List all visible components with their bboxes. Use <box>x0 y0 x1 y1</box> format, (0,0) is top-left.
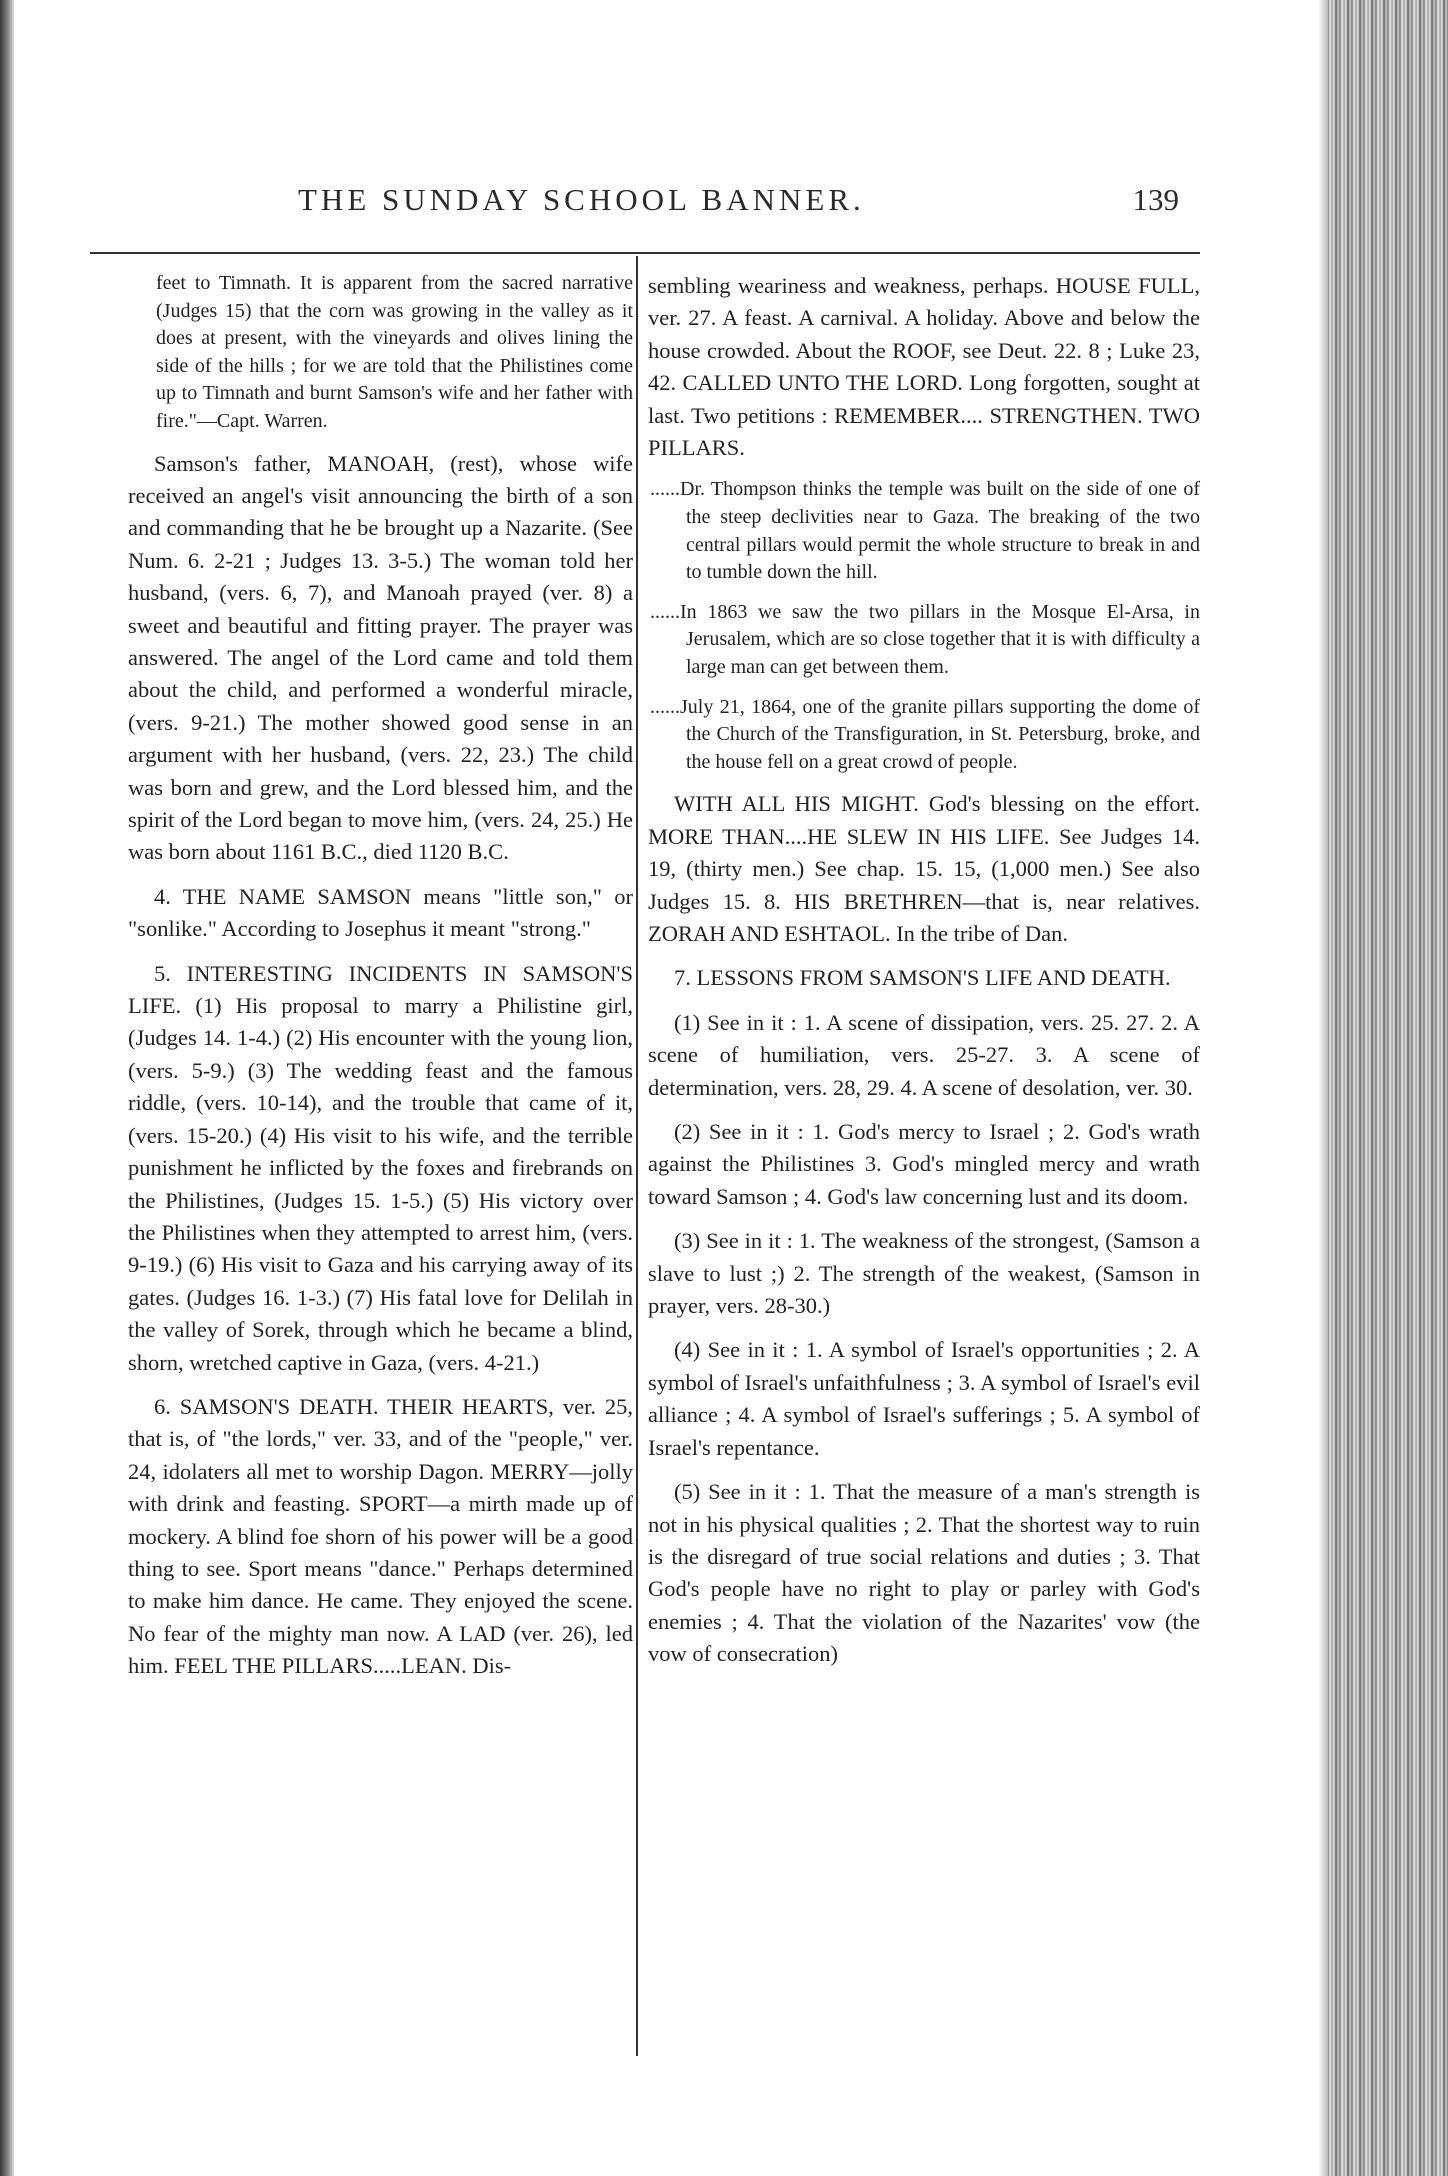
paragraph: 5. INTERESTING INCIDENTS IN SAMSON'S LIFE. (1) His proposal to marry a Philistine girl, (Judges 14. 1-4.) (2) His encounter with the young lion, (vers. 5-9.) (3) The wedding feast and the famous riddle, (vers. 10-14), and the trouble that came of it, (vers. 15-20.) (4) His visit to his wife, and the terrible punishment he inflicted by the foxes and firebrands on the Philistines, (Judges 15. 1-5.) (5) His victory over the Philistines when they attempted to arrest him, (vers. 9-19.) (6) His visit to Gaza and his carrying away of its gates. (Judges 16. 1-3.) (7) His fatal love for Delilah in the valley of Sorek, through which he became a blind, shorn, wretched captive in Gaza, (vers. 4-21.) <box>128 960 633 1375</box>
page-header <box>298 182 1198 232</box>
paragraph: Samson's father, MANOAH, (rest), whose wife received an angel's visit announcing the birth of a son and commanding that he be brought up a Nazarite. (See Num. 6. 2-21 ; Judges 13. 3-5.) The woman told her husband, (vers. 6, 7), and Manoah prayed (ver. 8) a sweet and beautiful and fitting prayer. The prayer was answered. The angel of the Lord came and told them about the child, and performed a wonderful miracle, (vers. 9-21.) The mother showed good sense in an argument with her husband, (vers. 22, 23.) The child was born and grew, and the Lord blessed him, and the spirit of the Lord began to move him, (vers. 24, 25.) He was born about 1161 B.C., died 1120 B.C. <box>128 450 633 865</box>
paragraph: 4. THE NAME SAMSON means "little son," or "sonlike." According to Josephus it meant "strong." <box>128 883 633 942</box>
quoted-note: ......In 1863 we saw the two pillars in the Mosque El-Arsa, in Jerusalem, which are so close together that it is with difficulty a large man can get between them. <box>650 600 1200 678</box>
paragraph: (1) See in it : 1. A scene of dissipation, vers. 25. 27. 2. A scene of humiliation, vers. 25-27. 3. A scene of determination, vers. 28, 29. 4. A scene of desolation, ver. 30. <box>648 1009 1200 1100</box>
left-column <box>128 270 633 1695</box>
paragraph: WITH ALL HIS MIGHT. God's blessing on the effort. MORE THAN....HE SLEW IN HIS LIFE. See Judges 14. 19, (thirty men.) See chap. 15. 15, (1,000 men.) See also Judges 15. 8. HIS BRETHREN—that is, near relatives. ZORAH AND ESHTAOL. In the tribe of Dan. <box>648 791 1200 946</box>
section-heading: 7. LESSONS FROM SAMSON'S LIFE AND DEATH. <box>674 965 1171 991</box>
quoted-note: ......July 21, 1864, one of the granite pillars supporting the dome of the Church of the Transfiguration, in St. Petersburg, broke, and the house fell on a great crowd of people. <box>650 695 1200 773</box>
paragraph: feet to Timnath. It is apparent from the sacred narrative (Judges 15) that the corn was growing in the valley as it does at present, with the vineyards and olives lining the side of the hills ; for we are told that the Philistines come up to Timnath and burnt Samson's wife and her father with fire."—Capt. Warren. <box>156 272 633 432</box>
book-page-edges <box>1318 0 1448 2176</box>
paragraph: sembling weariness and weakness, perhaps. HOUSE FULL, ver. 27. A feast. A carnival. A holiday. Above and below the house crowded. About the ROOF, see Deut. 22. 8 ; Luke 23, 42. CALLED UNTO THE LORD. Long forgotten, sought at last. Two petitions : REMEMBER.... STRENGTHEN. TWO PILLARS. <box>648 273 1200 461</box>
running-title: THE SUNDAY SCHOOL BANNER. <box>298 182 865 217</box>
right-column <box>648 270 1200 1683</box>
page-number: 139 <box>1132 182 1179 217</box>
column-divider <box>636 256 638 2056</box>
paragraph: (3) See in it : 1. The weakness of the strongest, (Samson a slave to lust ;) 2. The strength of the weakest, (Samson in prayer, vers. 28-30.) <box>648 1228 1200 1319</box>
paragraph: 6. SAMSON'S DEATH. THEIR HEARTS, ver. 25, that is, of "the lords," ver. 33, and of the "people," ver. 24, idolaters all met to worship Dagon. MERRY—jolly with drink and feasting. SPORT—a mirth made up of mockery. A blind foe shorn of his power will be a good thing to see. Sport means "dance." Perhaps determined to make him dance. He came. They enjoyed the scene. No fear of the mighty man now. A LAD (ver. 26), led him. FEEL THE PILLARS.....LEAN. Dis- <box>128 1393 633 1679</box>
header-rule <box>90 252 1200 255</box>
paragraph: (4) See in it : 1. A symbol of Israel's opportunities ; 2. A symbol of Israel's unfaithfulness ; 3. A symbol of Israel's evil alliance ; 4. A symbol of Israel's sufferings ; 5. A symbol of Israel's repentance. <box>648 1337 1200 1460</box>
paragraph: (5) See in it : 1. That the measure of a man's strength is not in his physical qualities ; 2. That the shortest way to ruin is the disregard of true social relations and duties ; 3. That God's people have no right to play or parley with God's enemies ; 4. That the violation of the Nazarites' vow (the vow of consecration) <box>648 1479 1200 1667</box>
scan-left-edge <box>0 0 14 2176</box>
paragraph: (2) See in it : 1. God's mercy to Israel ; 2. God's wrath against the Philistines 3. God's mingled mercy and wrath toward Samson ; 4. God's law concerning lust and its doom. <box>648 1119 1200 1209</box>
quoted-note: ......Dr. Thompson thinks the temple was built on the side of one of the steep declivities near to Gaza. The breaking of the two central pillars would permit the whole structure to break in and to tumble down the hill. <box>650 478 1200 584</box>
